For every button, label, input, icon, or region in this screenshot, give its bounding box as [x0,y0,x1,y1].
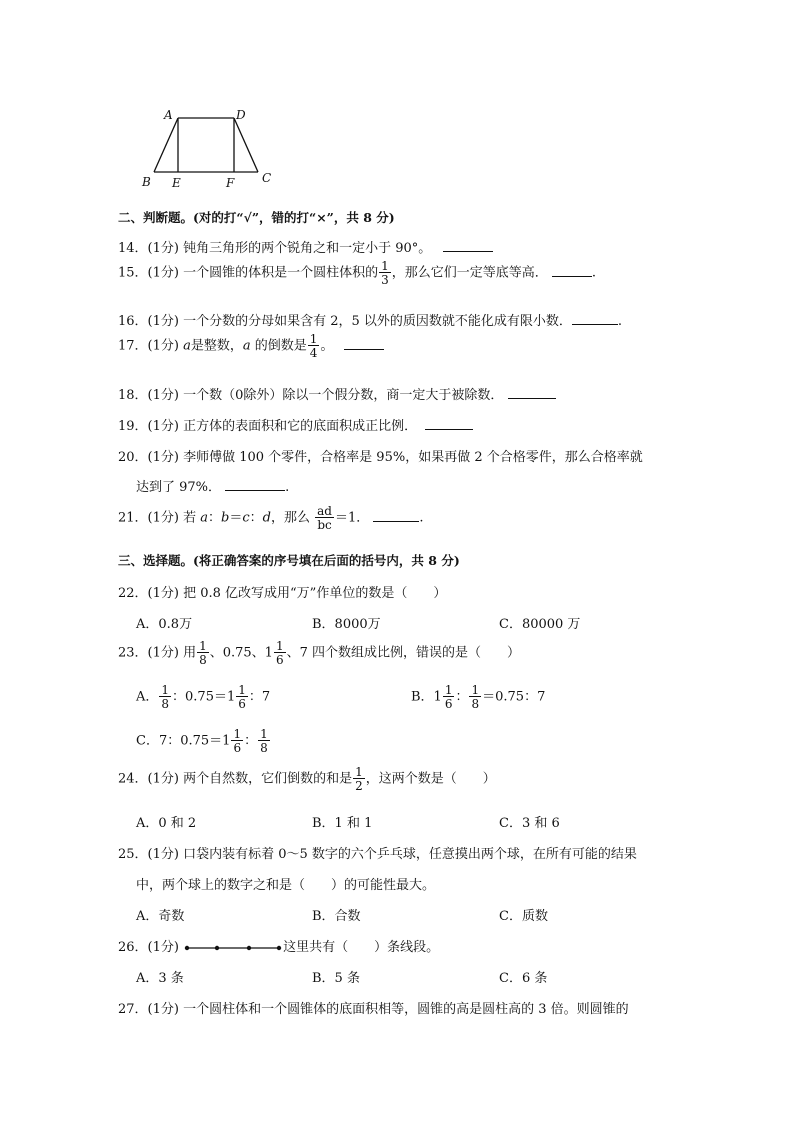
label-C: C [262,171,272,185]
q25-option-a[interactable]: A．奇数 [136,909,185,924]
q21-answer-blank[interactable] [373,509,419,522]
section3-title: 三、选择题。(将正确答案的序号填在后面的括号内，共 8 分) [118,553,460,568]
question-25-line2: 中，两个球上的数字之和是（ ）的可能性最大。 [136,878,436,893]
line-segment-figure [183,943,283,953]
q26-option-a[interactable]: A．3 条 [136,971,184,986]
q22-option-a[interactable]: A．0.8万 [136,617,193,632]
q23-option-b[interactable]: B．1 $\frac{1}{6}$ ： $\frac{1}{8}$ ＝0.75：7 [411,683,546,711]
question-20-line1: 20．(1分) 李师傅做 100 个零件，合格率是 95%，如果再做 2 个合格零件，那么合格率就 [118,450,643,465]
question-17: 17．(1分) a是整数，a 的倒数是 $\frac{1}{4}$ 。 [118,333,384,359]
label-D: D [236,108,246,122]
q19-text: 19．(1分) 正方体的表面积和它的底面积成正比例． [118,419,418,434]
q15-fraction: $\frac{1}{3}$ [381,259,389,287]
q16-text: 16．(1分) 一个分数的分母如果含有 2，5 以外的质因数就不能化成有限小数． [118,314,572,329]
question-25-line1: 25．(1分) 口袋内装有标着 0～5 数字的六个乒乓球，任意摸出两个球，在所有可能的结果 [118,847,637,862]
q18-answer-blank[interactable] [508,386,556,399]
q18-text: 18．(1分) 一个数（0除外）除以一个假分数，商一定大于被除数． [118,388,504,403]
q15-post: ，那么它们一定等底等高． [391,265,548,281]
question-20-line2: 达到了 97%． . [136,480,290,495]
section2-title: 二、判断题。(对的打“√”，错的打“×”，共 8 分) [118,210,395,225]
q15-pre: 15．(1分) 一个圆锥的体积是一个圆柱体积的 [118,265,379,281]
q24-option-a[interactable]: A．0 和 2 [136,816,197,831]
question-14 [118,237,493,256]
label-F: F [226,176,235,190]
q25-option-b[interactable]: B．合数 [312,909,361,924]
q17-answer-blank[interactable] [344,337,384,350]
q14-text: 14．(1分) 钝角三角形的两个锐角之和一定小于 90°。 [118,241,432,256]
q20-answer-blank[interactable] [225,478,285,491]
q16-answer-blank[interactable] [572,312,618,325]
q21-fraction: $\frac{ad}{bc}$ [317,504,332,532]
q14-answer-blank[interactable] [443,239,493,252]
question-16: 16．(1分) 一个分数的分母如果含有 2，5 以外的质因数就不能化成有限小数． . [118,314,623,329]
question-15: 15．(1分) 一个圆锥的体积是一个圆柱体积的 $\frac{1}{3}$ ，那么它们一定等底等高． . [118,259,597,287]
q23-option-c[interactable]: C．7：0.75＝1 $\frac{1}{6}$ ： $\frac{1}{8}$ [136,727,268,755]
question-27: 27．(1分) 一个圆柱体和一个圆锥体的底面积相等，圆锥的高是圆柱高的 3 倍。则圆锥的 [118,1002,629,1017]
q23-option-a[interactable]: A． $\frac{1}{8}$ ：0.75＝1 $\frac{1}{6}$ ：7 [136,683,271,711]
q22-option-c[interactable]: C．80000 万 [499,617,581,632]
q19-answer-blank[interactable] [425,417,473,430]
q26-option-c[interactable]: C．6 条 [499,971,548,986]
question-23: 23．(1分) 用 $\frac{1}{8}$ 、0.75、1 $\frac{1}{6}$ 、7 四个数组成比例，错误的是（ ） [118,639,520,667]
trapezoid-figure [138,104,278,190]
q15-answer-blank[interactable] [552,264,592,277]
question-24: 24．(1分) 两个自然数，它们倒数的和是 $\frac{1}{2}$ ，这两个数是（ ） [118,765,496,793]
q26-option-b[interactable]: B．5 条 [312,971,360,986]
question-21: 21．(1分) 若 a：b＝c：d，那么 $\frac{ad}{bc}$ ＝1． . [118,504,424,532]
q17-fraction: $\frac{1}{4}$ [309,332,318,360]
q25-option-c[interactable]: C．质数 [499,909,548,924]
question-26: 26．(1分) 这里共有（ ）条线段。 [118,940,440,955]
q24-option-c[interactable]: C．3 和 6 [499,816,560,831]
label-A: A [164,108,173,122]
q24-option-b[interactable]: B．1 和 1 [312,816,373,831]
label-E: E [172,176,181,190]
question-18 [118,384,556,403]
q22-option-b[interactable]: B．8000万 [312,617,381,632]
question-19 [118,415,473,434]
question-22: 22．(1分) 把 0.8 亿改写成用“万”作单位的数是（ ） [118,586,447,601]
label-B: B [142,175,151,189]
